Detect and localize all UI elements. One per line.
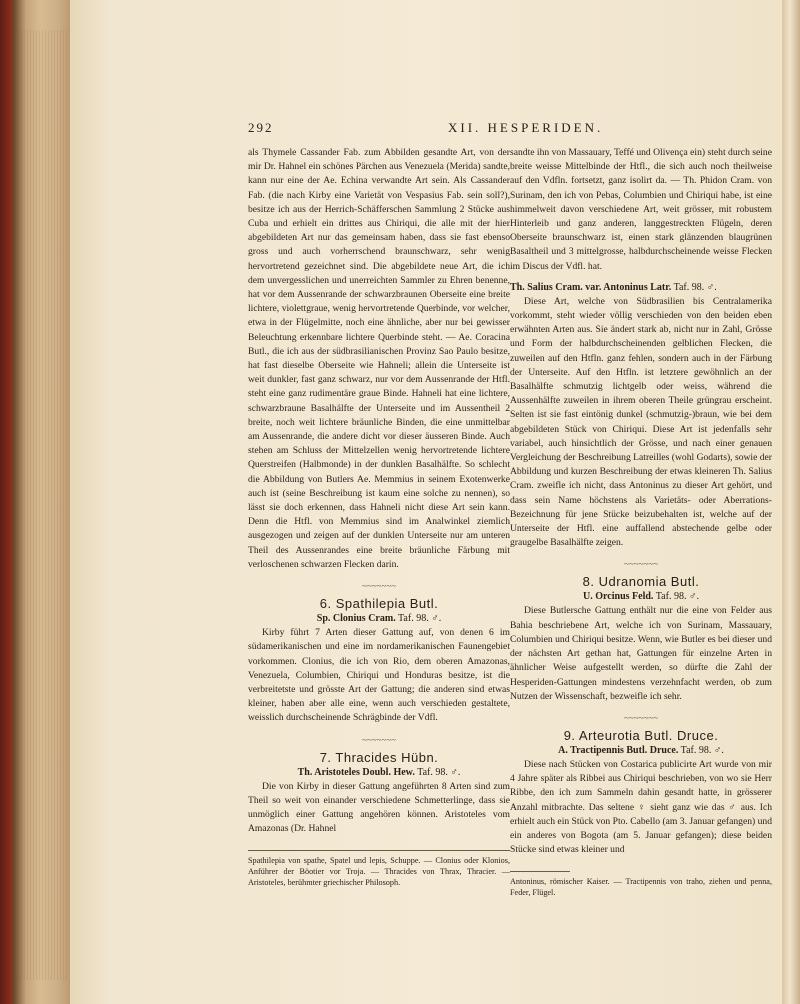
plate-reference: Taf. 98. ♂.	[680, 744, 724, 756]
running-title: XII. HESPERIDEN.	[448, 120, 604, 135]
left-column	[248, 146, 510, 888]
section-title-spathilepia: 6. Spathilepia Butl.	[319, 596, 439, 612]
section-title-thracides: 7. Thracides Hübn.	[319, 749, 439, 765]
body-paragraph: Die von Kirby in dieser Gattung angeführten 8 Arten sind zum Theil so weit von einander verschiedene Schmetterlinge, dass sie unmöglich einer Gattung angehören können. Aristoteles vom Amazonas (Dr. Hahnel	[248, 780, 510, 835]
species-heading-salius	[510, 282, 772, 293]
footnote: Spathilepia von spathe, Spatel und lepis, Schuppe. — Clonius oder Klonios, Anführer der Böotier vor Troja. — Thracides von Thrax, Thracier. — Aristoteles, berühmter griechischer Philosoph.	[248, 856, 510, 888]
species-name: A. Tractipennis Butl. Druce.	[558, 744, 679, 756]
facing-page-edge	[782, 0, 800, 1004]
body-paragraph: Diese Butlersche Gattung enthält nur die eine von Felder aus Bahia beschriebene Art, welche ich von Surinam, Massauary, Columbien und Chiriqui besitze. Wenn, wie Butler es bei dieser und der nächsten Art gethan hat, Gattungen für einzelne Arten in ähnlicher Weise aufgestellt werden, so dürfte die Zahl der Hesperiden-Gattungen mindestens verzehnfacht werden, ob zum Nutzen der Wissenschaft, bezweifle ich sehr.	[510, 605, 772, 702]
body-paragraph: sandte ihn von Massauary, Teffé und Olivença ein) steht durch seine breite weisse Mittelbinde der Htfl., die sich auch noch theilweise auf den Vdfln. fortsetzt, ganz isolirt da. — Th. Phidon Cram. von Surinam, den ich von Pebas, Columbien und Chiriqui habe, ist eine himmelweit davon verschiedene Art, weit grösser, mit robustem Hinterleib und ganz anderen, langgestreckten Flügeln, deren Oberseite braunschwarz ist, einen stark glänzenden blaugrünen Basaltheil und 3 mittelgrosse, halbdurchscheinende weisse Flecken im Discus der Vdfl. hat.	[510, 147, 772, 272]
page-header	[248, 120, 748, 142]
footnote-divider	[510, 871, 570, 872]
page-number: 292	[248, 120, 274, 135]
section-ornament: ~~~~~~~	[361, 581, 397, 592]
footnote: Antoninus, römischer Kaiser. — Tractipennis von traho, ziehen und penna, Feder, Flügel.	[510, 877, 772, 898]
species-name: Th. Aristoteles Doubl. Hew.	[297, 766, 415, 778]
section-ornament: ~~~~~~~	[623, 712, 659, 723]
book-page-edges	[0, 0, 70, 1004]
section-title-udranomia: 8. Udranomia Butl.	[582, 574, 700, 590]
species-heading-orcinus	[510, 591, 772, 602]
species-heading-aristoteles	[248, 767, 510, 778]
species-name: Th. Salius Cram. var. Antoninus Latr.	[510, 281, 672, 293]
species-heading-tractipennis	[510, 745, 772, 756]
body-paragraph: Diese nach Stücken von Costarica publicirte Art wurde von mir 4 Jahre später als Ribbei aus Chiriqui beschrieben, von wo sie Herr Ribbe, den ich zum Sammeln dahin gesandt hatte, in grösserer Anzahl mitbrachte. Das seltene ♀ sieht ganz wie das ♂ aus. Ich erhielt auch ein Stück von Pto. Cabello (am 3. Januar gefangen) und ein anderes von Bogota (am 5. Januar gefangen); diese beiden Stücke sind etwas kleiner und	[510, 758, 772, 856]
body-paragraph: Kirby führt 7 Arten dieser Gattung auf, von denen 6 im südamerikanischen und eine im nordamerikanischen Faunengebiet vorkommen. Clonius, die ich von Rio, dem oberen Amazonas, Venezuela, Columbien, Chiriqui und Honduras besitze, ist die verbreitetste und grösste Art der Gattung; die anderen sind etwas kleiner, haben aber alle eine, wenn auch verschieden gestaltete, weisslich durchscheinende Schrägbinde der Vdfl.	[248, 627, 510, 724]
species-name: U. Orcinus Feld.	[583, 591, 654, 603]
plate-reference: Taf. 98. ♂.	[673, 281, 717, 293]
species-name: Sp. Clonius Cram.	[316, 613, 396, 625]
footnote-divider	[248, 850, 510, 851]
right-column	[510, 146, 772, 898]
body-paragraph: als Thymele Cassander Fab. zum Abbilden gesandte Art, von der mir Dr. Hahnel ein schönes Pärchen aus Venezuela (Merida) sandte, kann nur eine der Ae. Echina verwandte Art sein. Als Cassander Fab. (die nach Kirby eine Varietät von Vespasius Fab. sein soll?), besitze ich aus der Herrich-Schäfferschen Sammlung 2 Stücke aus Cuba und erhielt ein drittes aus Chiriqui, die alle mit der hier abgebildeten Art nur das gemeinsam haben, dass sie fast ebenso gross und auch vorherrschend braunschwarz, sehr wenig hervortretend gezeichnet sind. Die abgebildete neue Art, die ich dem unvergesslichen und unerreichten Sammler zu Ehren benenne, hat vor dem Aussenrande der schwarzbraunen Oberseite eine breite lichtere, violettgraue, wenig hervortretende Querbinde, vor welcher, etwa in der Flügelmitte, noch eine ähnliche, aber nur bei gewisser Beleuchtung erkennbare lichtere Querbinde steht. — Ae. Coracina Butl., die ich aus der südbrasilianischen Provinz Sao Paulo besitze, hat fast dieselbe Oberseite wie Hahneli; allein die Unterseite ist weit dunkler, fast ganz schwarz, nur vor dem Aussenrande der Htfl. steht eine ganz rudimentäre graue Binde. Hahneli hat eine lichtere, schwarzbraune Basalhälfte der Unterseite und im Aussentheil 2 breite, noch weit lichtere bräunliche Binden, die eine unmittelbar am Aussenrande, die andere dicht vor dieser äusseren Binde. Auch stehen am Schluss der Mittelzellen wenig hervortretende lichtere Querstreifen (Halbmonde) in der dunklen Basalhälfte. So schlecht die Abbildung von Butlers Ae. Memmius in seinem Exotenwerke auch ist (seine Beschreibung ist kaum eine solche zu nennen), so lässt sie doch erkennen, dass Hahneli nicht diese Art sein kann. Denn die Htfl. von Memmius sind im Analwinkel ziemlich ausgezogen und zeigen auf der dunklen Unterseite nur am unteren Theil des Aussenrandes eine breite bräunliche Färbung mit verloschenen schwarzen Flecken darin.	[248, 147, 510, 570]
species-heading-clonius	[248, 613, 510, 624]
plate-reference: Taf. 98. ♂.	[417, 766, 461, 778]
plate-reference: Taf. 98. ♂.	[655, 591, 699, 603]
body-paragraph: Diese Art, welche von Südbrasilien bis Centralamerika vorkommt, steht wieder völlig verschieden von den beiden eben erwähnten Arten aus. Sie ändert stark ab, nicht nur in Zahl, Grösse und Form der halbdurchscheinenden gelblichen Flecken, die zuweilen auf den Htfln. ganz fehlen, sondern auch in der Färbung der Unterseite. Auf den Htfln. ist letztere gewöhnlich an der Basalhälfte schmutzig lichtgelb oder weiss, während die Aussenhälfte zuweilen in ihrem oberen Theile grüngrau erscheint. Selten ist sie fast eintönig dunkel (schmutzig-)braun, wie bei dem abgebildeten Stück von Chiriqui. Diese Art ist jedenfalls sehr variabel, auch hinsichtlich der Grösse, und nach einer genauen Vergleichung der Beschreibung Latreilles (wohl Godarts), sowie der Abbildung und kurzen Beschreibung der etwas kleineren Th. Salius Cram. zweifle ich nicht, dass Antoninus zu dieser Art gehört, und dass sein Name höchstens als Varietäts- oder Aberrations-Bezeichnung für jene Stücke beizubehalten ist, welche auf der Unterseite der Htfl. eine auffallend abstechende gelbe oder graugelbe Basalhälfte zeigen.	[510, 295, 772, 549]
section-title-arteurotia: 9. Arteurotia Butl. Druce.	[563, 727, 719, 743]
section-ornament: ~~~~~~~	[361, 734, 397, 745]
plate-reference: Taf. 98. ♂.	[398, 613, 442, 625]
section-ornament: ~~~~~~~	[623, 559, 659, 570]
